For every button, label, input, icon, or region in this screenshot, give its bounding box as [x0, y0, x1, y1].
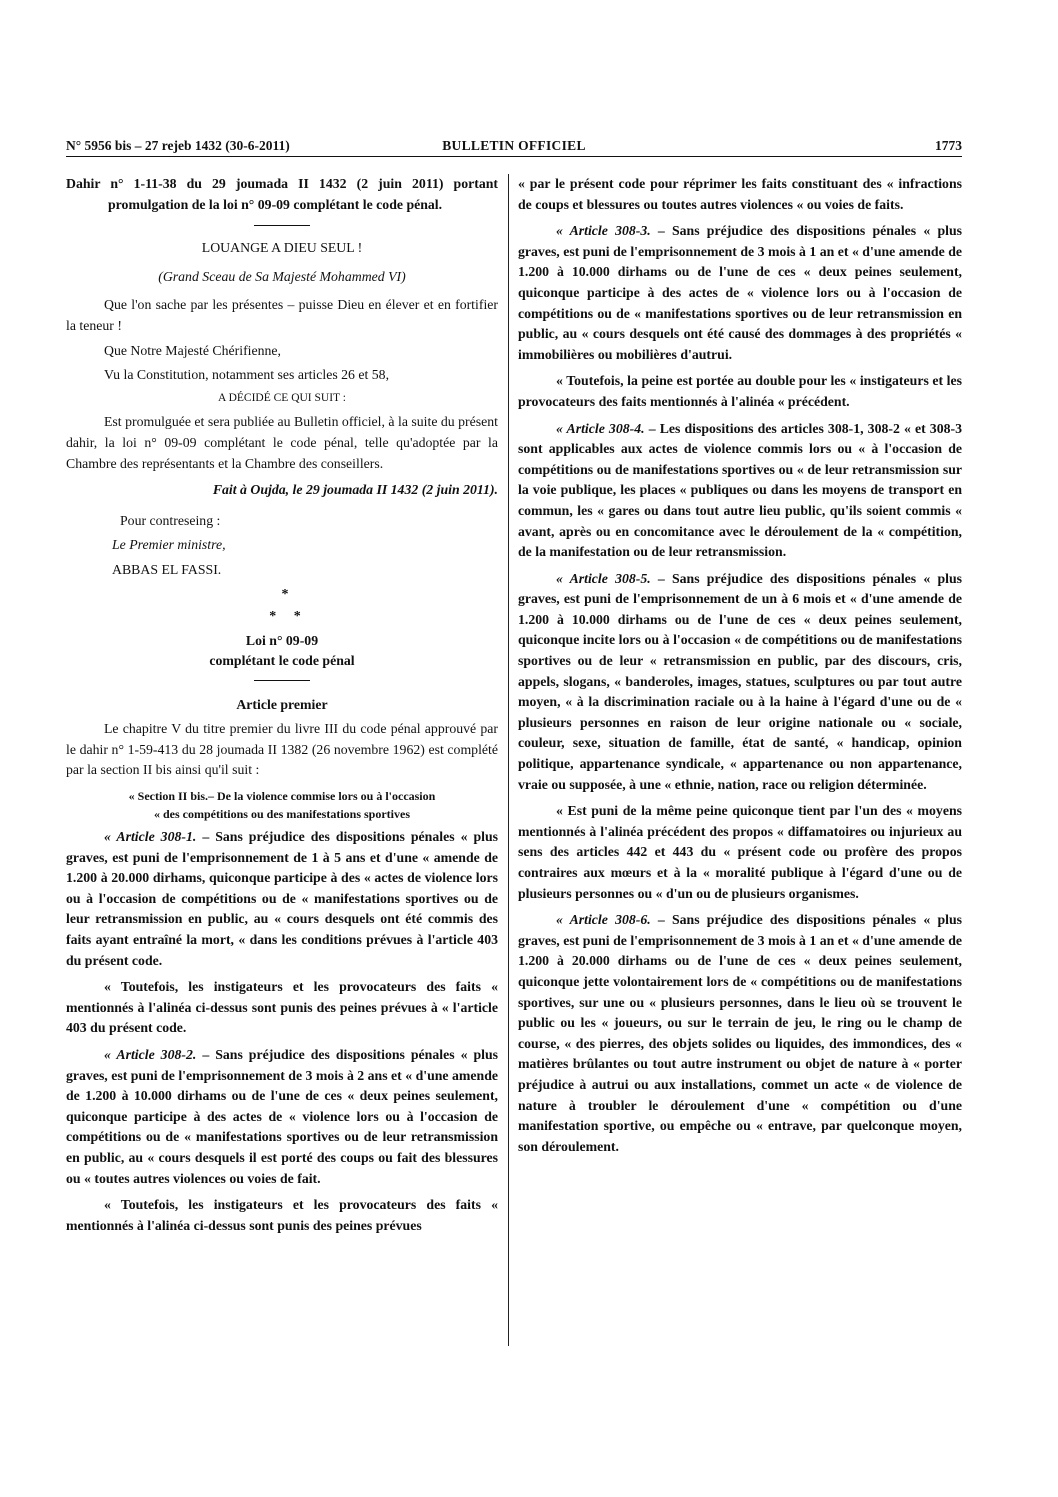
article-308-4: [518, 419, 962, 563]
section-heading-line2: « des compétitions ou des manifestations sportives: [153, 807, 410, 822]
star-ornament: *: [281, 586, 289, 602]
contreseing: Pour contreseing :: [120, 512, 221, 528]
column-divider: [508, 174, 509, 1346]
spacer: [66, 287, 498, 295]
minister-name: ABBAS EL FASSI.: [112, 561, 222, 577]
publication-title: BULLETIN OFFICIEL: [442, 138, 586, 153]
two-column-body: [66, 174, 962, 1376]
spacer: [66, 501, 498, 511]
promulgation-paragraph: Est promulguée et sera publiée au Bulletin officiel, à la suite du présent dahir, la loi n° 09-09 complétant le code pénal, telle qu'adoptée par la Chambre des représentants et la Chambre des conseillers.: [66, 414, 498, 471]
article-308-3-text: – Sans préjudice des dispositions pénales « plus graves, est puni de l'emprisonnement de 3 mois à 1 an et « d'une amende de 1.200 à 10.000 dirhams ou de l'une de ces « deux peines seulement, quiconque participe à des actes de « violence lors ou à l'occasion de compétitions ou de « manifestations sportives ou de leur retransmission en public, au « cours desquels ont été causé des dommages à des propriétés « immobilières ou mobilières d'autrui.: [518, 223, 962, 362]
right-column: [518, 174, 962, 1157]
chapitre-paragraph: Le chapitre V du titre premier du livre III du code pénal approuvé par le dahir n° 1-59-413 du 28 joumada II 1382 (26 novembre 1962) est complété par la section II bis ainsi qu'il suit :: [66, 721, 498, 778]
louange: LOUANGE A DIEU SEUL !: [201, 240, 363, 256]
majeste-paragraph: Que Notre Majesté Chérifienne,: [104, 342, 281, 358]
loi-subtitle: complétant le code pénal: [209, 653, 355, 669]
page-header: [66, 136, 962, 157]
article-premier-heading: Article premier: [236, 696, 328, 712]
page-number: 1773: [935, 138, 962, 153]
constitution-paragraph: Vu la Constitution, notamment ses articles 26 et 58,: [104, 367, 390, 383]
toutefois-paragraph-1: « Toutefois, les instigateurs et les provocateurs des faits « mentionnés à l'alinéa ci-dessus sont punis des peines prévues à « l'article 403 du présent code.: [66, 979, 498, 1036]
toutefois-paragraph-3: « Toutefois, la peine est portée au double pour les « instigateurs et les provocateurs des faits mentionnés à l'alinéa « précédent.: [518, 373, 962, 409]
article-308-6-text: – Sans préjudice des dispositions pénales « plus graves, est puni de l'emprisonnement de 3 mois à 1 an et « d'une amende de 1.200 à 20.000 dirhams ou de l'une de ces « deux peines seulement, quiconque jette volontairement lors de « compétitions ou de manifestations sportives, sur une ou « plusieurs personnes, dans le lieu où se trouvent le public ou les « joueurs, ou sur le terrain de jeu, le ring ou le champ de course, « des pierres, des objets solides ou liquides, des immondices, des « matières brûlantes ou tout autre instrument ou objet de nature à « porter préjudice à autrui ou aux installations, commet un acte « de violence de nature à troubler le déroulement d'une « compétition ou d'une manifestation sportive, ou empêche ou « entrave, par quelconque moyen, son déroulement.: [518, 912, 962, 1154]
toutefois-paragraph-2: « Toutefois, les instigateurs et les provocateurs des faits « mentionnés à l'alinéa ci-dessus sont punis des peines prévues: [66, 1197, 498, 1233]
grand-sceau: (Grand Sceau de Sa Majesté Mohammed VI): [158, 268, 406, 284]
dahir-title: Dahir n° 1-11-38 du 29 joumada II 1432 (2 juin 2011) portant promulgation de la loi n° 09-09 complétant le code pénal.: [66, 176, 498, 212]
article-308-1-text: – Sans préjudice des dispositions pénales « plus graves, est puni de l'emprisonnement de 1 à 5 ans et d'une « amende de 1.200 à 20.000 dirhams, quiconque participe à des « actes de violence lors ou à l'occasion de compétitions ou de « manifestations sportives ou de leur retransmission en public, au « cours desquels ont été commis des faits ayant entraîné la mort, « dans les conditions prévues à l'article 403 du présent code.: [66, 829, 499, 968]
decide-heading: A DÉCIDÉ CE QUI SUIT :: [218, 391, 346, 404]
article-308-2: [66, 1045, 498, 1189]
continued-paragraph: « par le présent code pour réprimer les faits constituant des « infractions de coups et blessures ou toutes autres violences « ou voies de faits.: [518, 176, 962, 212]
article-308-5-label: « Article 308-5.: [556, 570, 651, 586]
article-308-6: [518, 910, 962, 1157]
article-308-3: [518, 221, 962, 365]
premier-ministre: Le Premier ministre,: [112, 537, 226, 553]
article-308-3-label: « Article 308-3.: [556, 223, 651, 239]
title-rule: [254, 225, 310, 226]
article-308-5-text: – Sans préjudice des dispositions pénales « plus graves, est puni de l'emprisonnement de un à 6 mois et « d'une amende de 1.200 à 10.000 dirhams ou de l'une de ces « deux peines seulement, quiconque incite lors ou à l'occasion « de compétitions ou de manifestations sportives ou de leur « retransmission en public, par des discours, cris, appels, slogans, « banderoles, images, statues, sculptures ou par tout autre moyen, « à la discrimination raciale ou à la haine à l'égard d'une ou de « plusieurs personnes en raison de leur origine nationale ou « sociale, couleur, sexe, situation de famille, état de santé, « handicap, opinion politique, appartenance syndicale, « appartenance ou non appartenance, vraie ou supposée, à une « ethnie, nation, race ou religion déterminée.: [518, 570, 962, 792]
article-308-1: [66, 827, 498, 971]
left-column: [66, 174, 498, 1236]
stars-ornament: * *: [269, 608, 301, 624]
article-308-6-label: « Article 308-6.: [556, 912, 651, 928]
section-heading-line1: « Section II bis.– De la violence commise lors ou à l'occasion: [128, 789, 436, 804]
loi-rule: [254, 680, 310, 681]
article-308-2-label: « Article 308-2.: [104, 1047, 197, 1062]
issue-number: N° 5956 bis – 27 rejeb 1432 (30-6-2011): [66, 138, 290, 153]
spacer: [66, 259, 498, 267]
article-308-2-text: – Sans préjudice des dispositions pénales « plus graves, est puni de l'emprisonnement de 3 mois à 2 ans et « d'une amende de 1.200 à 10.000 dirhams ou de l'une de ces « deux peines seulement, quiconque participe à des actes de « violence lors ou à l'occasion de compétitions ou de « manifestations sportives ou de leur retransmission en public, au « cours desquels il est porté des coups ou fait des blessures ou « toutes autres violences ou voies de fait.: [66, 1047, 499, 1186]
bulletin-page: [66, 136, 962, 1376]
article-308-5: [518, 569, 962, 796]
fait-a-oujda: Fait à Oujda, le 29 joumada II 1432 (2 juin 2011).: [212, 482, 498, 498]
article-308-4-text: – Les dispositions des articles 308-1, 308-2 « et 308-3 sont applicables aux actes de violence commis lors ou « à l'occasion de compétitions ou de manifestations sportives ou « de leur retransmission sur la voie publique, les places « publiques ou dans les moyens de transport en commun, les « gares ou dans tout autre lieu public, qu'ils soient commis « avant, après ou en concomitance avec le déroulement de la « compétition, de la manifestation ou de leur retransmission.: [518, 420, 962, 560]
article-308-1-label: « Article 308-1.: [104, 829, 197, 845]
preamble-paragraph: Que l'on sache par les présentes – puisse Dieu en élever et en fortifier la teneur !: [66, 297, 498, 333]
article-308-4-label: « Article 308-4.: [556, 420, 645, 436]
loi-title: Loi n° 09-09: [245, 632, 319, 648]
est-puni-paragraph: « Est puni de la même peine quiconque tient par l'un des « moyens mentionnés à l'alinéa précédent des propos « diffamatoires ou injurieux au sens des articles 442 et 443 du « présent code ou profère des propos contraires aux mœurs et à la « moralité publique à l'égard d'une ou de plusieurs personnes ou « d'un ou de plusieurs organismes.: [518, 803, 962, 901]
